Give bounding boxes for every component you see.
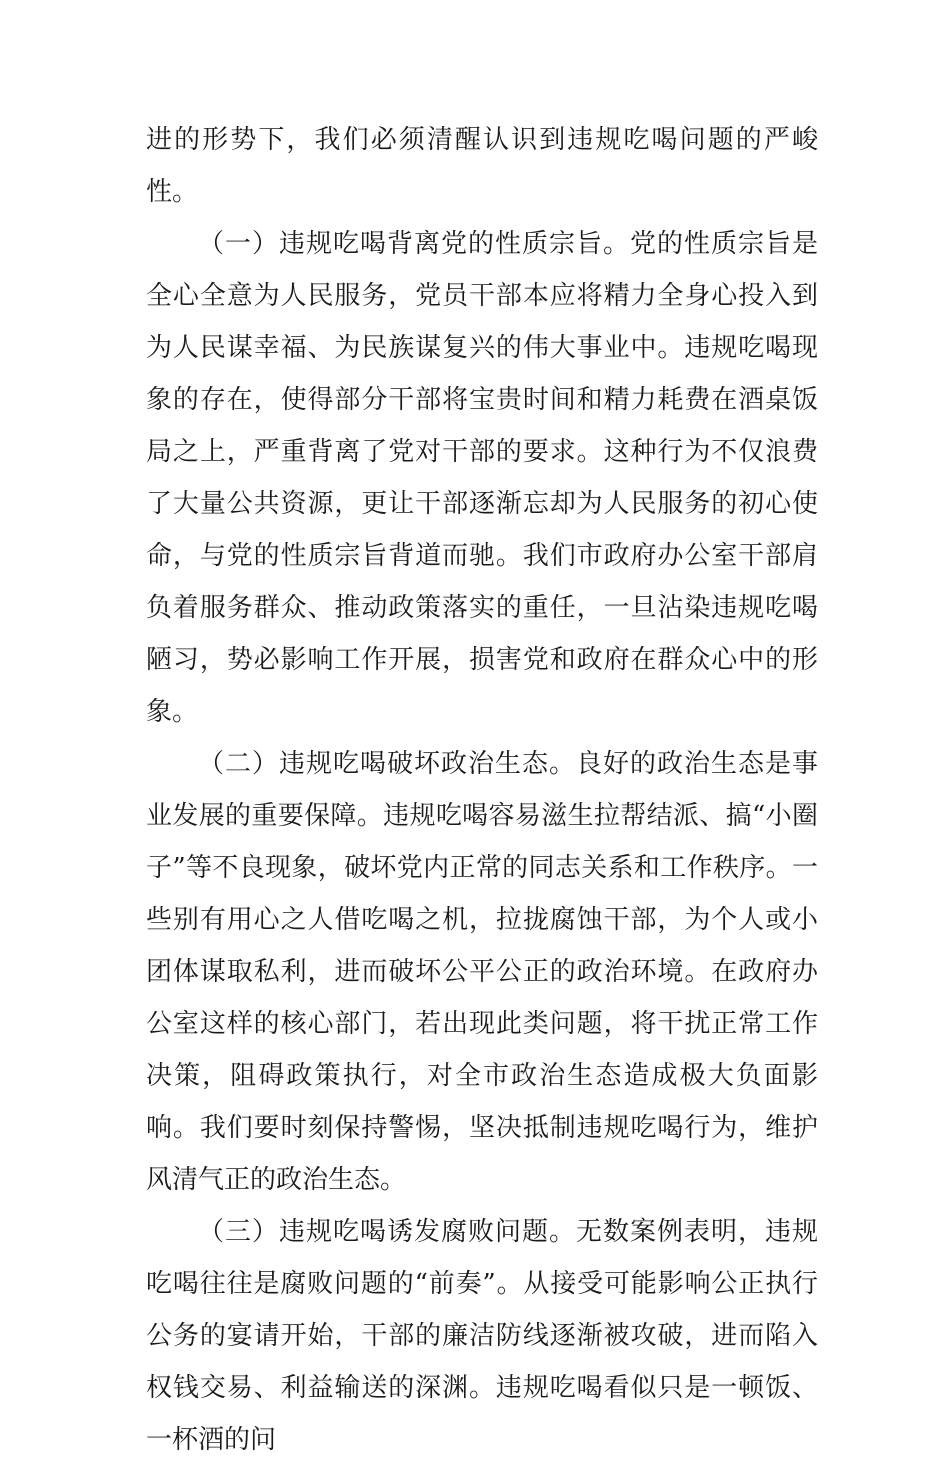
paragraph-section-1: （一）违规吃喝背离党的性质宗旨。党的性质宗旨是全心全意为人民服务，党员干部本应将精力全身心投入到为人民谋幸福、为民族谋复兴的伟大事业中。违规吃喝现象的存在，使得部分干部将宝贵时间和精力耗费在酒桌饭局之上，严重背离了党对干部的要求。这种行为不仅浪费了大量公共资源，更让干部逐渐忘却为人民服务的初心使命，与党的性质宗旨背道而驰。我们市政府办公室干部肩负着服务群众、推动政策落实的重任，一旦沾染违规吃喝陋习，势必影响工作开展，损害党和政府在群众心中的形象。 — [146, 229, 818, 727]
body-text — [146, 114, 818, 1466]
paragraph-continuation: 进的形势下，我们必须清醒认识到违规吃喝问题的严峻性。 — [146, 125, 818, 207]
paragraph-section-2: （二）违规吃喝破坏政治生态。良好的政治生态是事业发展的重要保障。违规吃喝容易滋生拉帮结派、搞“小圈子”等不良现象，破坏党内正常的同志关系和工作秩序。一些别有用心之人借吃喝之机，拉拢腐蚀干部，为个人或小团体谋取私利，进而破坏公平公正的政治环境。在政府办公室这样的核心部门，若出现此类问题，将干扰正常工作决策，阻碍政策执行，对全市政治生态造成极大负面影响。我们要时刻保持警惕，坚决抵制违规吃喝行为，维护风清气正的政治生态。 — [146, 749, 818, 1195]
paragraph-section-3: （三）违规吃喝诱发腐败问题。无数案例表明，违规吃喝往往是腐败问题的“前奏”。从接受可能影响公正执行公务的宴请开始，干部的廉洁防线逐渐被攻破，进而陷入权钱交易、利益输送的深渊。违规吃喝看似只是一顿饭、一杯酒的问 — [146, 1217, 818, 1455]
